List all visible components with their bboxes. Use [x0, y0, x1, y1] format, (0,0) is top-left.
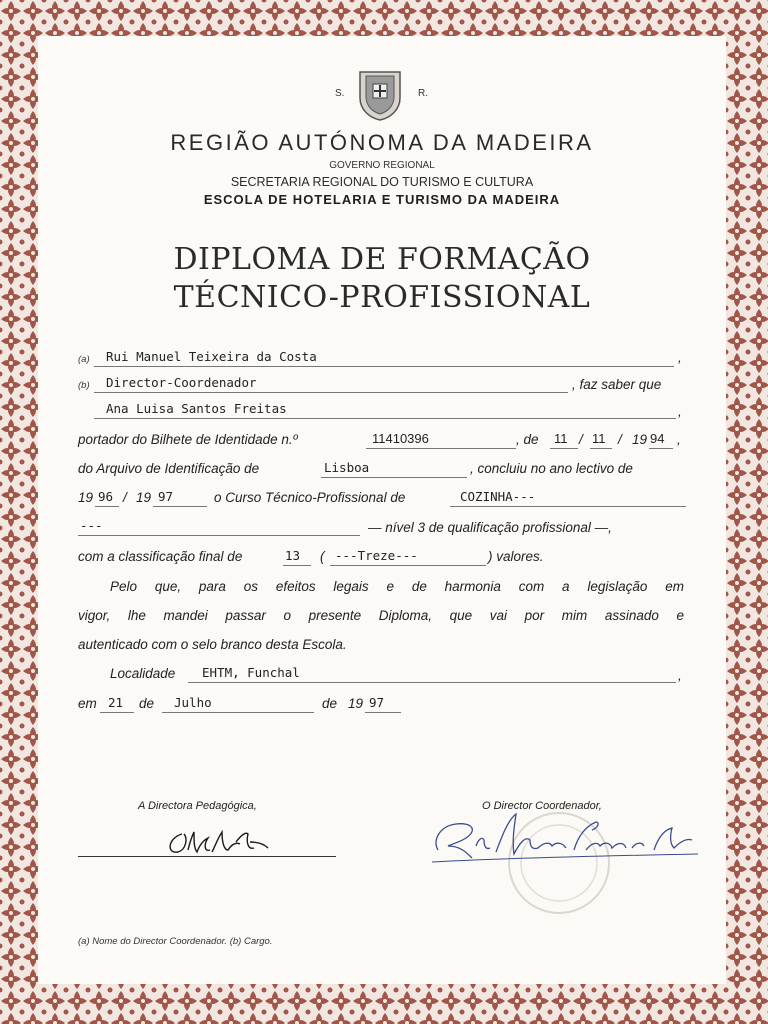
course-line [450, 506, 686, 507]
shield-icon [358, 70, 402, 122]
arquivo-line [321, 477, 467, 478]
bi-number-line [366, 448, 516, 449]
course: COZINHA--- [460, 489, 536, 504]
student-name: Ana Luisa Santos Freitas [106, 401, 287, 416]
label-b: (b) [78, 380, 90, 391]
month: Julho [174, 695, 212, 710]
label-a: (a) [78, 354, 90, 365]
director-name-line [94, 366, 674, 367]
de-text-1: de [139, 696, 155, 711]
day: 21 [108, 695, 124, 710]
open-paren: ( [320, 549, 325, 564]
bi-day: 11 [554, 431, 568, 446]
bi-year: 94 [650, 431, 665, 446]
diploma-title-line1: DIPLOMA DE FORMAÇÃO [173, 242, 591, 277]
right-signature-title: O Director Coordenador, [482, 800, 602, 812]
faz-saber-text: , faz saber que [572, 377, 662, 392]
year-line [365, 712, 401, 713]
course-cont-line [78, 535, 360, 536]
grade-words-line [330, 565, 486, 566]
localidade-text: Localidade [110, 666, 176, 681]
de-text: , de [516, 432, 539, 447]
diploma-title-line2: TÉCNICO-PROFISSIONAL [173, 280, 591, 315]
bi-month: 11 [592, 431, 606, 446]
diploma-body [38, 36, 726, 984]
year: 97 [369, 695, 385, 710]
year-to: 97 [158, 489, 174, 504]
left-signature-mark [164, 824, 274, 864]
student-name-line [94, 418, 676, 419]
nivel-text: — nível 3 de qualificação profissional —, [368, 520, 612, 535]
role: Director-Coordenador [106, 375, 257, 390]
bi-month-line [590, 448, 612, 449]
comma-1: , [678, 350, 682, 365]
director-name: Rui Manuel Teixeira da Costa [106, 349, 317, 364]
course-cont: --- [80, 518, 103, 533]
slash-2: / [618, 432, 622, 447]
locality: EHTM, Funchal [202, 665, 300, 680]
region-heading: REGIÃO AUTÓNOMA DA MADEIRA [170, 130, 594, 155]
sr-right: R. [418, 88, 428, 99]
paragraph-line2: vigor, lhe mandei passar o presente Diploma, que vai por mim assinado e [78, 608, 684, 623]
bi-text: portador do Bilhete de Identidade n.º [78, 432, 298, 447]
year-from: 96 [98, 489, 114, 504]
year-century: 19 [348, 696, 364, 711]
secretariat-heading: SECRETARIA REGIONAL DO TURISMO E CULTURA [230, 175, 534, 189]
left-signature-title: A Directora Pedagógica, [138, 800, 257, 812]
em-text: em [78, 696, 97, 711]
month-line [162, 712, 314, 713]
year-to-line [153, 506, 207, 507]
paragraph-line3: autenticado com o selo branco desta Escola. [78, 637, 347, 652]
footnote: (a) Nome do Director Coordenador. (b) Cargo. [78, 936, 273, 947]
comma-2: , [678, 404, 682, 419]
grade-line [283, 565, 311, 566]
grade: 13 [285, 548, 301, 563]
school-heading: ESCOLA DE HOTELARIA E TURISMO DA MADEIRA [203, 192, 561, 207]
government-heading: GOVERNO REGIONAL [329, 160, 435, 171]
comma-3: , [677, 432, 681, 447]
bi-year-line [649, 448, 673, 449]
paragraph-line1: Pelo que, para os efeitos legais e de harmonia com a legislação em [110, 579, 684, 594]
right-signature-mark [426, 806, 706, 870]
coat-of-arms [358, 70, 402, 127]
day-line [100, 712, 134, 713]
arquivo-text: do Arquivo de Identificação de [78, 461, 260, 476]
curso-text: o Curso Técnico-Profissional de [214, 490, 406, 505]
sr-left: S. [335, 88, 345, 99]
grade-words: ---Treze--- [335, 548, 418, 563]
arquivo-place: Lisboa [324, 460, 370, 475]
bi-number: 11410396 [372, 431, 429, 446]
year-to-century: 19 [136, 490, 152, 505]
slash-1: / [579, 432, 583, 447]
bi-century: 19 [632, 432, 648, 447]
year-from-line [95, 506, 119, 507]
bi-day-line [550, 448, 578, 449]
year-from-century: 19 [78, 490, 94, 505]
comma-4: , [678, 668, 682, 683]
concluiu-text: , concluiu no ano lectivo de [470, 461, 633, 476]
role-line [94, 392, 568, 393]
slash-3: / [123, 490, 127, 505]
class-text: com a classificação final de [78, 549, 243, 564]
locality-line [188, 682, 676, 683]
valores-text: ) valores. [488, 549, 544, 564]
de-text-2: de [322, 696, 338, 711]
